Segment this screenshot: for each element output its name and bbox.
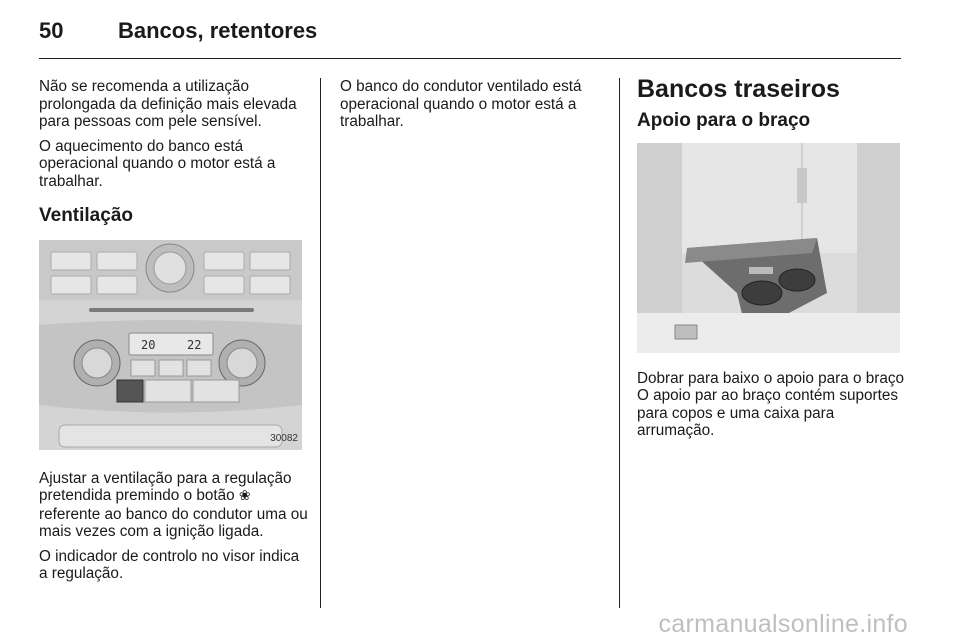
armrest-photo [637, 143, 900, 353]
column-divider-1 [320, 78, 321, 608]
display-left-temp: 20 [141, 337, 156, 352]
chapter-title: Bancos, retentores [118, 18, 318, 43]
armrest-illustration [637, 143, 900, 353]
seat-ventilation-icon: ❀ [238, 488, 251, 504]
watermark: carmanualsonline.info [658, 610, 908, 638]
column-divider-2 [619, 78, 620, 608]
paragraph-text: Ajustar a ventilação para a regulação pretendida premindo o botão [39, 469, 292, 504]
paragraph: O indicador de controlo no visor indica a regulação. [39, 547, 300, 582]
paragraph: Dobrar para baixo o apoio para o braço O apoio par ao braço contém suportes para copos e uma caixa para arrumação. [637, 369, 905, 439]
display-right-temp: 22 [187, 337, 202, 352]
paragraph: O banco do condutor ventilado está operacional quando o motor está a trabalhar. [340, 78, 582, 130]
column-3 [637, 75, 909, 447]
climate-control-photo [39, 240, 302, 450]
paragraph: O aquecimento do banco está operacional quando o motor está a trabalhar. [39, 137, 276, 190]
paragraph: Não se recomenda a utilização prolongada da definição mais elevada para pessoas com pele sensível. [39, 78, 297, 130]
paragraph-text: referente ao banco do condutor uma ou mais vezes com a ignição ligada. [39, 505, 308, 540]
header-rule [39, 58, 901, 59]
section-heading-rear-seats: Bancos traseiros [637, 75, 840, 103]
subheading-armrest: Apoio para o braço [637, 110, 811, 131]
page-number: 50 [39, 18, 64, 43]
section-heading-ventilation: Ventilação [39, 205, 133, 226]
column-2 [340, 78, 600, 138]
paragraph [39, 470, 309, 541]
climate-control-illustration [39, 240, 302, 450]
figure-id: 30082 [270, 433, 298, 444]
column-1 [39, 78, 309, 590]
